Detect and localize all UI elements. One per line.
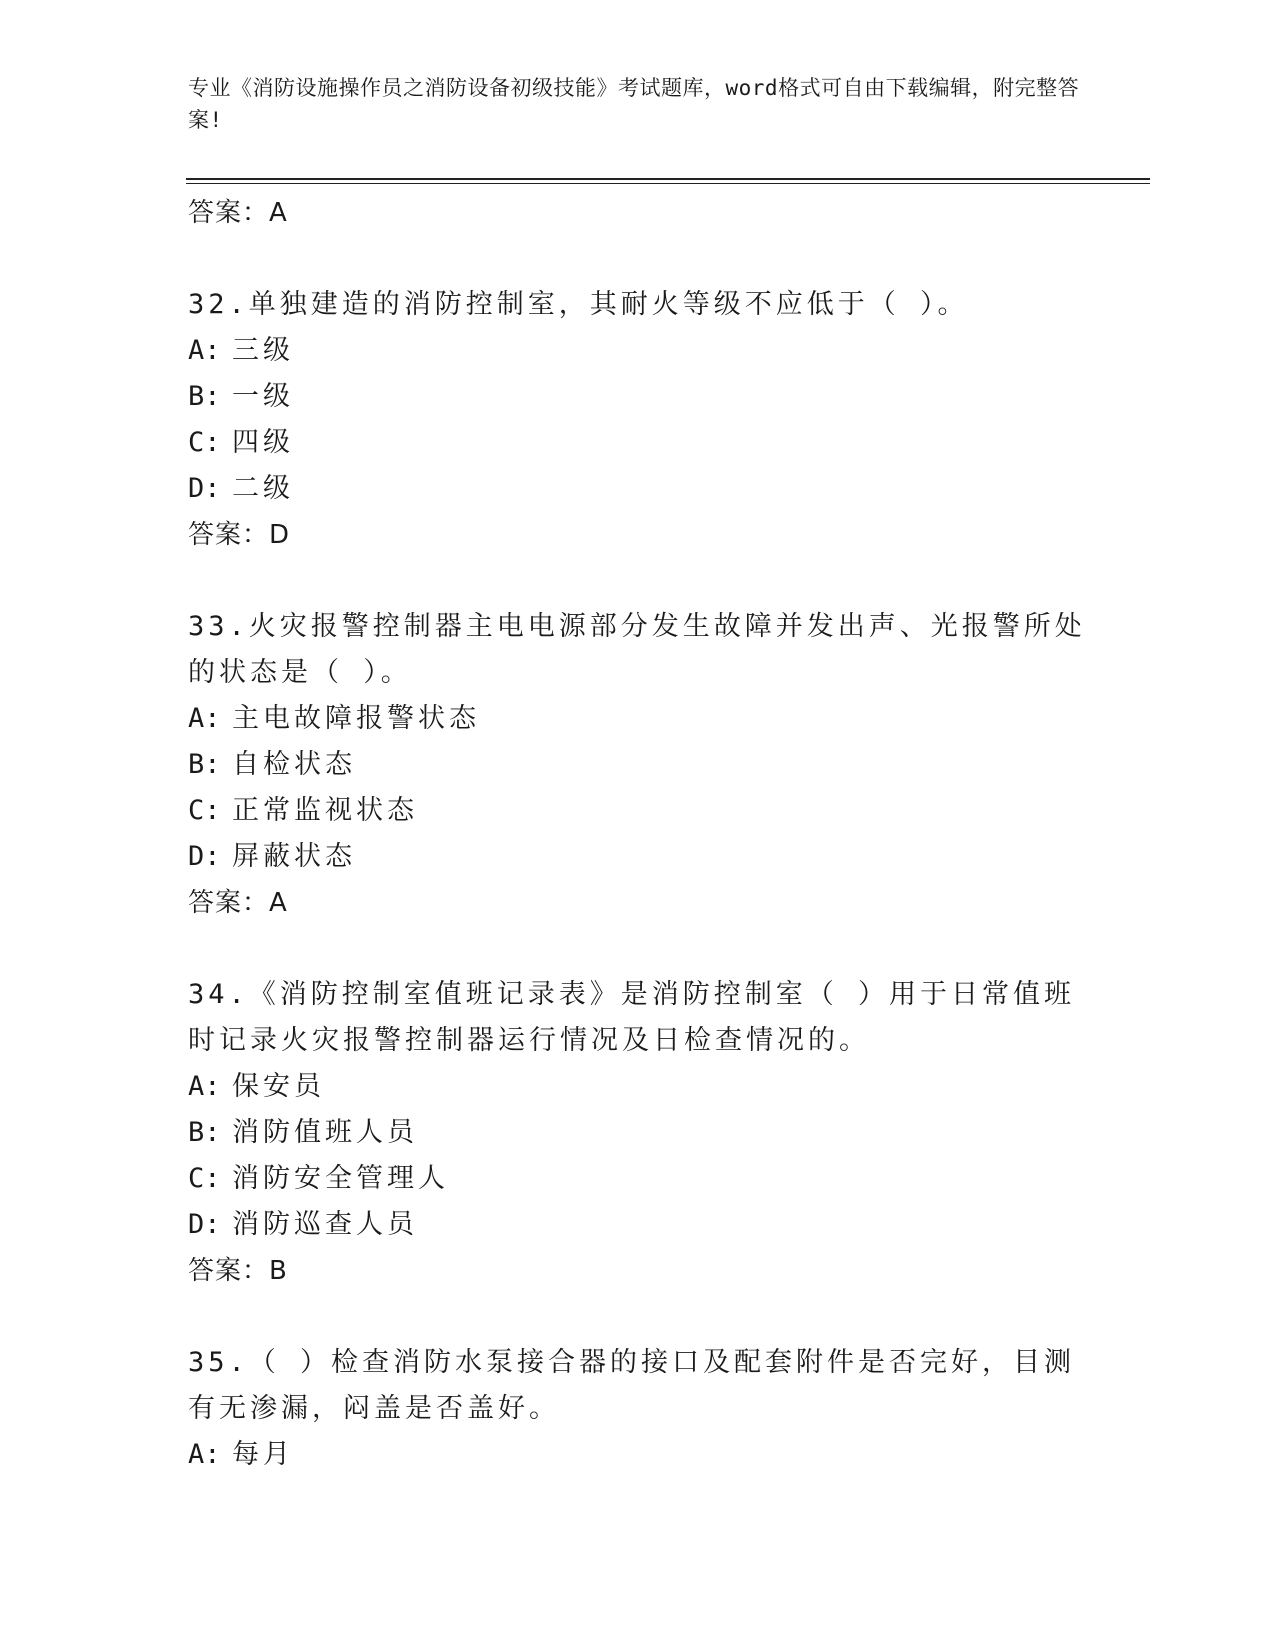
option-c xyxy=(188,420,1088,466)
answer-line: 答案：B xyxy=(188,1256,288,1286)
option-letter: B: xyxy=(188,749,221,780)
option-text: 每月 xyxy=(232,1439,294,1470)
option-letter: D: xyxy=(188,841,221,872)
option-d xyxy=(188,466,1088,512)
option-a xyxy=(188,1432,1088,1478)
option-letter: C: xyxy=(188,1163,221,1194)
option-letter: A: xyxy=(188,703,221,734)
option-letter: D: xyxy=(188,473,221,504)
question-item xyxy=(188,604,1088,926)
document-header xyxy=(188,72,1088,136)
option-letter: C: xyxy=(188,795,221,826)
option-letter: A: xyxy=(188,335,221,366)
option-text: 一级 xyxy=(232,381,294,412)
question-item xyxy=(188,1340,1088,1478)
option-c xyxy=(188,788,1088,834)
option-c xyxy=(188,1156,1088,1202)
option-a xyxy=(188,328,1088,374)
option-text: 消防巡查人员 xyxy=(232,1209,418,1240)
option-text: 三级 xyxy=(232,335,294,366)
option-text: 四级 xyxy=(232,427,294,458)
option-b xyxy=(188,742,1088,788)
option-letter: D: xyxy=(188,1209,221,1240)
header-divider-thick xyxy=(186,178,1150,180)
question-text: 33.火灾报警控制器主电电源部分发生故障并发出声、光报警所处的状态是（ ）。 xyxy=(188,611,1086,688)
question-text: 34.《消防控制室值班记录表》是消防控制室（ ）用于日常值班时记录火灾报警控制器运行情况及日检查情况的。 xyxy=(188,979,1076,1056)
header-divider-thin xyxy=(186,183,1150,184)
option-text: 二级 xyxy=(232,473,294,504)
question-item xyxy=(188,972,1088,1294)
option-letter: A: xyxy=(188,1439,221,1470)
option-a xyxy=(188,696,1088,742)
option-text: 屏蔽状态 xyxy=(232,841,356,872)
option-text: 消防安全管理人 xyxy=(232,1163,449,1194)
option-letter: B: xyxy=(188,381,221,412)
header-intro: 专业《消防设施操作员之消防设备初级技能》考试题库，word格式可自由下载编辑，附完整答案! xyxy=(188,76,1080,132)
question-list xyxy=(188,190,1088,1478)
option-text: 正常监视状态 xyxy=(232,795,418,826)
option-letter: C: xyxy=(188,427,221,458)
option-letter: A: xyxy=(188,1071,221,1102)
answer-line: 答案：D xyxy=(188,520,291,550)
option-letter: B: xyxy=(188,1117,221,1148)
option-text: 消防值班人员 xyxy=(232,1117,418,1148)
answer-line: 答案：A xyxy=(188,198,288,228)
question-text: 32.单独建造的消防控制室，其耐火等级不应低于（ ）。 xyxy=(188,289,969,320)
option-d xyxy=(188,1202,1088,1248)
option-text: 主电故障报警状态 xyxy=(232,703,480,734)
option-b xyxy=(188,374,1088,420)
question-text: 35.（ ）检查消防水泵接合器的接口及配套附件是否完好，目测有无渗漏，闷盖是否盖好。 xyxy=(188,1347,1076,1424)
option-b xyxy=(188,1110,1088,1156)
option-d xyxy=(188,834,1088,880)
option-text: 保安员 xyxy=(232,1071,325,1102)
question-item xyxy=(188,282,1088,558)
option-text: 自检状态 xyxy=(232,749,356,780)
option-a xyxy=(188,1064,1088,1110)
answer-line: 答案：A xyxy=(188,888,288,918)
